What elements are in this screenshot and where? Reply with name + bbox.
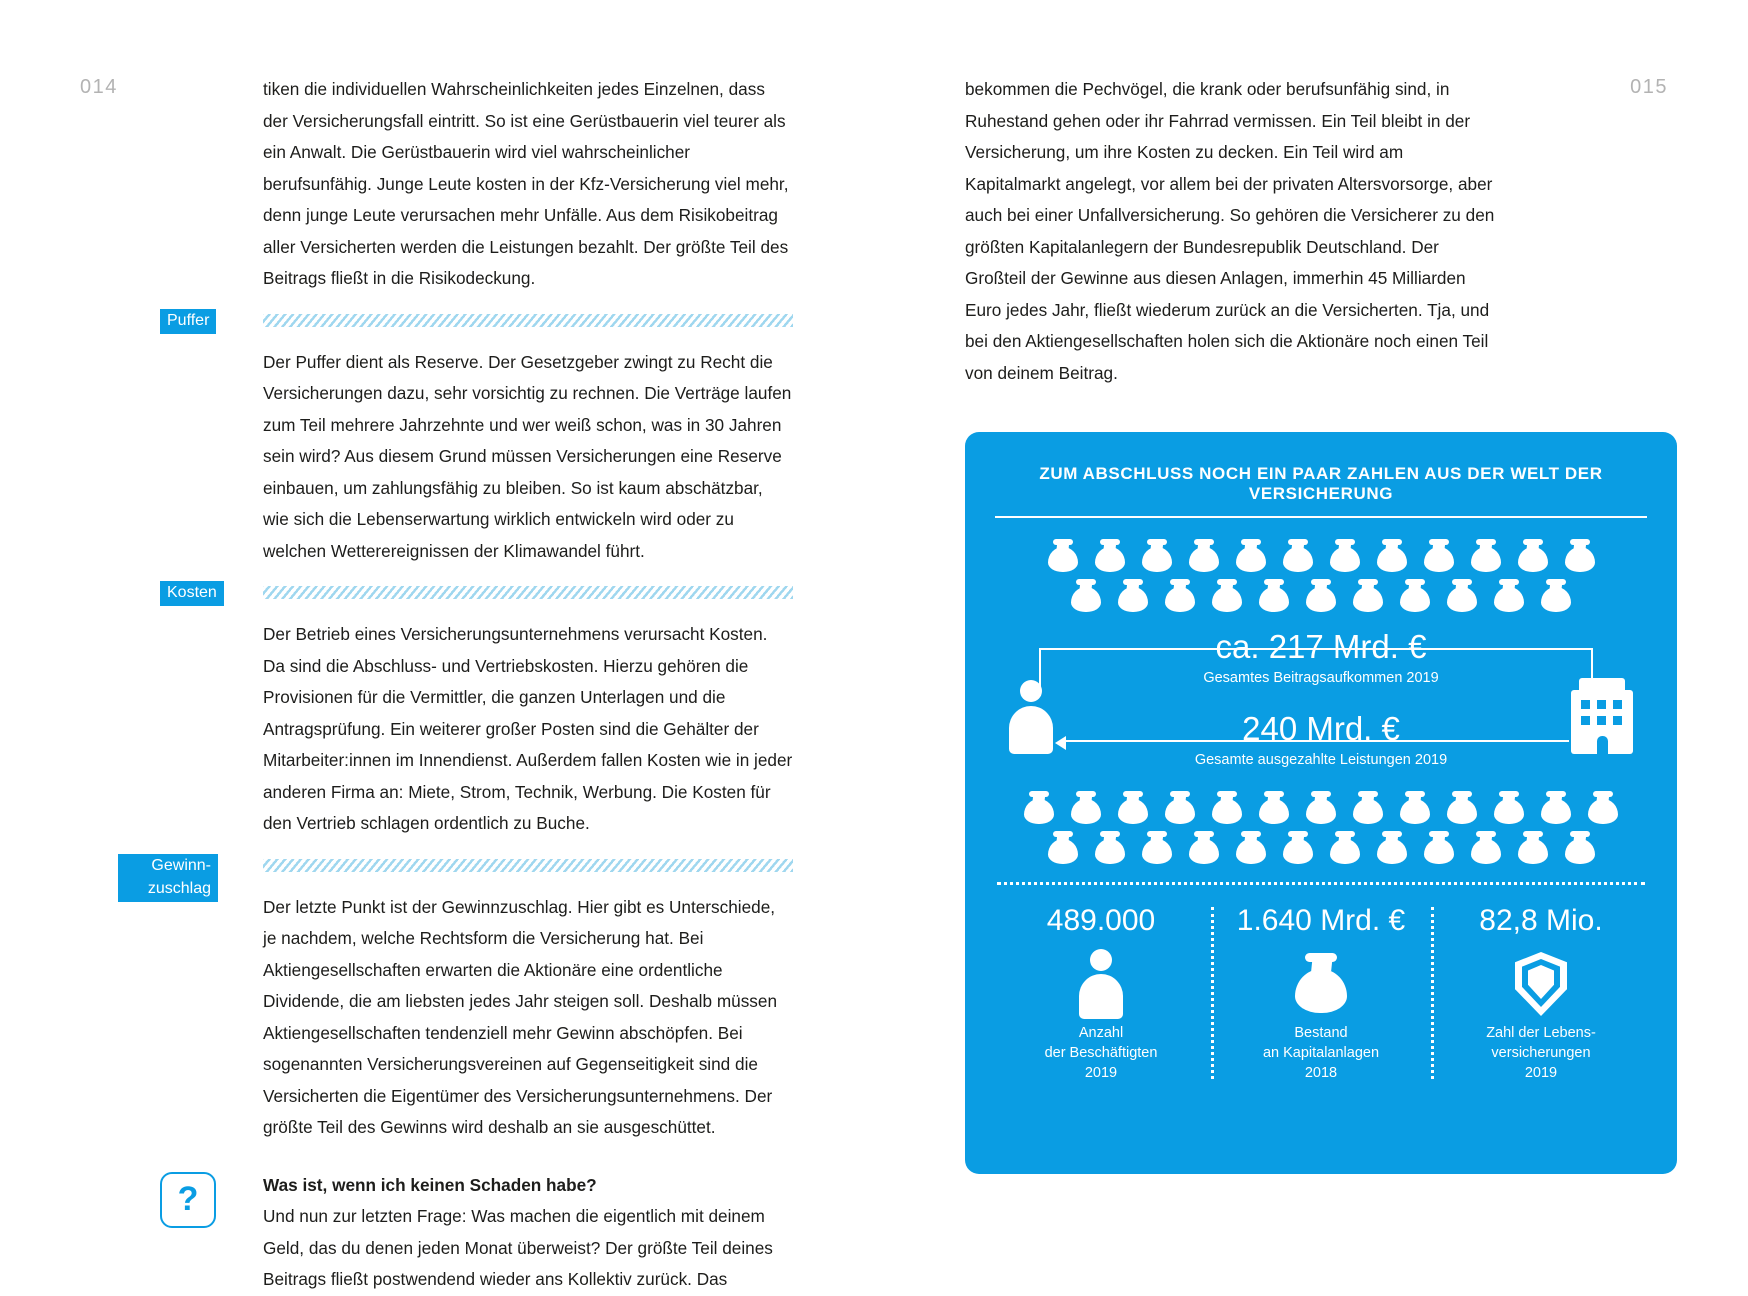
section-label-kosten: Kosten: [160, 581, 224, 606]
stat-life-policies: [1431, 903, 1651, 1083]
paragraph-question-answer: Und nun zur letzten Frage: Was machen die eigentlich mit deinem Geld, das du denen jeden Monat überweist? Der größte Teil deines Beitrags fließt postwendend wieder ans Kollektiv zurück. Das: [263, 1206, 773, 1289]
person-icon: [997, 945, 1205, 1023]
infographic-panel: [965, 432, 1677, 1174]
money-bag-icon: [1377, 832, 1407, 864]
shield-icon: [1437, 945, 1645, 1023]
money-bag-icon: [1541, 580, 1571, 612]
stat-life-policies-value: 82,8 Mio.: [1479, 904, 1603, 937]
money-bag-icon: [1236, 832, 1266, 864]
money-bag-icon: [1377, 540, 1407, 572]
money-bag-icon: [1118, 792, 1148, 824]
stats-divider: [997, 882, 1645, 885]
paragraph-kosten: Der Betrieb eines Versicherungsunternehmens verursacht Kosten. Da sind die Abschluss- und Vertriebskosten. Hierzu gehören die Provisionen für die Vermittler, die ganzen Unterlagen und die Antragsprüfung. Ein weiterer großer Posten sind die Gehälter der Mitarbeiter:innen im Innendienst. Außerdem fallen Kosten wie in jeder anderen Firma an: Miete, Strom, Technik, Werbung. Die Kosten für den Vertrieb schlagen ordentlich zu Buche.: [263, 624, 793, 833]
section-marker-kosten: [167, 581, 793, 611]
stat-employees: [991, 903, 1211, 1083]
money-bag-icon: [1189, 832, 1219, 864]
money-bag-icon: [1048, 832, 1078, 864]
money-bag-icon: [1165, 792, 1195, 824]
money-bag-icon: [1095, 540, 1125, 572]
money-bag-icon: [1330, 832, 1360, 864]
section-label-gewinnzuschlag-line1: Gewinn-: [118, 854, 218, 879]
money-bag-icon: [1424, 540, 1454, 572]
flow-diagram: [991, 628, 1651, 788]
money-bag-icon: [1471, 832, 1501, 864]
money-bag-icon: [1447, 580, 1477, 612]
money-bag-icon: [1259, 580, 1289, 612]
money-bag-icon: [1518, 540, 1548, 572]
money-bag-icon: [1217, 945, 1425, 1023]
money-bag-row-top-2: [991, 580, 1651, 612]
question-mark-icon: ?: [160, 1172, 216, 1228]
stats-row: [991, 903, 1651, 1083]
stat-capital-caption-2: an Kapitalanlagen: [1262, 1045, 1380, 1061]
paragraph-puffer: Der Puffer dient als Reserve. Der Gesetzgeber zwingt zu Recht die Versicherungen dazu, sehr vorsichtig zu rechnen. Die Verträge laufen zum Teil mehrere Jahrzehnte und wer weiß schon, was in 30 Jahren sein wird? Aus diesem Grund müssen Versicherungen eine Reserve einbauen, um zahlungsfähig zu bleiben. So ist kaum abschätzbar, wie sich die Lebenserwartung wirklich entwickeln wird oder zu welchen Wetterereignissen der Klimawandel führt.: [263, 351, 792, 561]
figure-benefits: [991, 710, 1651, 770]
money-bag-icon: [1306, 580, 1336, 612]
money-bag-icon: [1588, 792, 1618, 824]
money-bag-icon: [1142, 832, 1172, 864]
money-bag-icon: [1283, 832, 1313, 864]
left-text-column: [147, 74, 793, 1296]
infographic-title: ZUM ABSCHLUSS NOCH EIN PAAR ZAHLEN AUS DER WELT DER VERSICHERUNG: [1039, 464, 1603, 503]
money-bag-icon: [1142, 540, 1172, 572]
paragraph-gewinnzuschlag: Der letzte Punkt ist der Gewinnzuschlag. Hier gibt es Unterschiede, je nachdem, welche Rechtsform die Versicherung hat. Bei Aktiengesellschaften erwarten die Aktionäre eine ordentliche Dividende, die am liebsten jedes Jahr steigen soll. Deshalb müssen Aktiengesellschaften tendenziell mehr Gewinn abschöpfen. Bei sogenannten Versicherungsvereinen auf Gegenseitigkeit sind die Versicherten die Eigentümer des Versicherungsunternehmens. Der größte Teil des Gewinns wird deshalb an sie ausgeschüttet.: [263, 896, 777, 1137]
figure-contributions: [991, 628, 1651, 688]
money-bag-icon: [1447, 792, 1477, 824]
money-bag-icon: [1095, 832, 1125, 864]
money-bag-icon: [1165, 580, 1195, 612]
money-bag-icon: [1518, 832, 1548, 864]
figure-contributions-value: ca. 217 Mrd. €: [1215, 628, 1427, 665]
section-label-puffer: Puffer: [160, 309, 216, 334]
money-bag-icon: [1353, 792, 1383, 824]
question-block: [177, 1170, 793, 1296]
stat-employees-caption-3: 2019: [1084, 1065, 1118, 1081]
money-bag-icon: [1400, 580, 1430, 612]
figure-benefits-caption: Gesamte ausgezahlte Leistungen 2019: [1194, 752, 1448, 768]
money-bag-icon: [1424, 832, 1454, 864]
money-bag-icon: [1212, 580, 1242, 612]
money-bag-icon: [1306, 792, 1336, 824]
money-bag-icon: [1541, 792, 1571, 824]
money-bag-row-bottom-1: [991, 792, 1651, 824]
stat-life-policies-caption-2: versicherungen: [1491, 1045, 1591, 1061]
money-bag-icon: [1189, 540, 1219, 572]
stat-life-policies-caption-3: 2019: [1524, 1065, 1558, 1081]
question-heading: Was ist, wenn ich keinen Schaden habe?: [263, 1174, 597, 1195]
money-bag-icon: [1259, 792, 1289, 824]
money-bag-row-top-1: [991, 540, 1651, 572]
money-bag-icon: [1212, 792, 1242, 824]
marker-rule: [263, 314, 793, 327]
marker-rule: [263, 586, 793, 599]
figure-contributions-caption: Gesamtes Beitragsaufkommen 2019: [1203, 670, 1439, 686]
money-bag-icon: [1024, 792, 1054, 824]
money-bag-icon: [1400, 792, 1430, 824]
folio-left: 014: [80, 76, 118, 98]
money-bag-icon: [1236, 540, 1266, 572]
money-bag-icon: [1283, 540, 1313, 572]
right-text-column: [965, 74, 1495, 389]
money-bag-icon: [1494, 580, 1524, 612]
marker-rule: [263, 859, 793, 872]
money-bag-icon: [1353, 580, 1383, 612]
title-divider: [995, 516, 1647, 518]
money-bag-icon: [1471, 540, 1501, 572]
stat-capital-caption-3: 2018: [1304, 1065, 1338, 1081]
stat-employees-caption-1: Anzahl: [1078, 1025, 1124, 1041]
stat-capital: [1211, 903, 1431, 1083]
money-bag-icon: [1565, 540, 1595, 572]
money-bag-row-bottom-2: [991, 832, 1651, 864]
stat-employees-caption-2: der Beschäftigten: [1044, 1045, 1158, 1061]
money-bag-icon: [1565, 832, 1595, 864]
money-bag-icon: [1071, 580, 1101, 612]
stat-employees-value: 489.000: [1046, 904, 1156, 937]
section-marker-puffer: [167, 309, 793, 339]
money-bag-icon: [1330, 540, 1360, 572]
money-bag-icon: [1071, 792, 1101, 824]
stat-capital-value: 1.640 Mrd. €: [1236, 904, 1406, 937]
folio-right: 015: [1630, 76, 1668, 98]
stat-life-policies-caption-1: Zahl der Lebens-: [1486, 1025, 1596, 1041]
paragraph-risk: tiken die individuellen Wahrscheinlichkeiten jedes Einzelnen, dass der Versicherungsfall eintritt. So ist eine Gerüstbauerin viel teurer als ein Anwalt. Die Gerüstbauerin wird viel wahrscheinlicher berufsunfähig. Junge Leute kosten in der Kfz-Versicherung viel mehr, denn junge Leute verursachen mehr Unfälle. Aus dem Risikobeitrag aller Versicherten werden die Leistungen bezahlt. Der größte Teil des Beitrags fließt in die Risikodeckung.: [263, 79, 789, 288]
figure-benefits-value: 240 Mrd. €: [1242, 710, 1400, 747]
paragraph-kollektiv: bekommen die Pechvögel, die krank oder berufsunfähig sind, in Ruhestand gehen oder ihr Fahrrad vermissen. Ein Teil bleibt in der Versicherung, um ihre Kosten zu decken. Ein Teil wird am Kapitalmarkt angelegt, vor allem bei der privaten Altersvorsorge, aber auch bei einer Unfallversicherung. So gehören die Versicherer zu den größten Kapitalanlegern der Bundesrepublik Deutschland. Der Großteil der Gewinne aus diesen Anlagen, immerhin 45 Milliarden Euro jedes Jahr, fließt wiederum zurück an die Versicherten. Tja, und bei den Aktiengesellschaften holen sich die Aktionäre noch einen Teil von deinem Beitrag.: [965, 79, 1495, 383]
stat-capital-caption-1: Bestand: [1294, 1025, 1348, 1041]
section-marker-gewinnzuschlag: [147, 854, 793, 897]
money-bag-icon: [1118, 580, 1148, 612]
money-bag-icon: [1048, 540, 1078, 572]
money-bag-icon: [1494, 792, 1524, 824]
section-label-gewinnzuschlag-line2: zuschlag: [118, 877, 218, 902]
